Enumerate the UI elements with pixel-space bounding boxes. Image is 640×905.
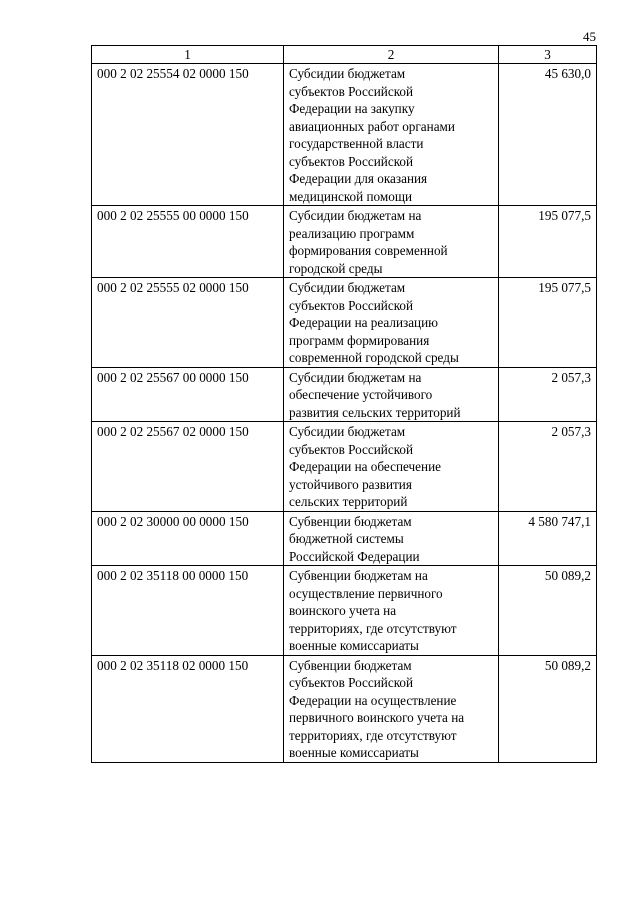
table-row bbox=[92, 367, 597, 422]
column-header-amount: 3 bbox=[499, 46, 597, 64]
column-header-code: 1 bbox=[92, 46, 284, 64]
amount-value: 45 630,0 bbox=[499, 64, 597, 206]
classification-code: 000 2 02 25555 02 0000 150 bbox=[92, 278, 284, 368]
table-row bbox=[92, 422, 597, 512]
classification-code: 000 2 02 25554 02 0000 150 bbox=[92, 64, 284, 206]
table-header-row bbox=[92, 46, 597, 64]
table-row bbox=[92, 566, 597, 656]
budget-revenue-table bbox=[91, 45, 597, 763]
amount-value: 50 089,2 bbox=[499, 566, 597, 656]
revenue-description: Субвенции бюджетам бюджетной системы Российской Федерации bbox=[284, 511, 499, 566]
table-row bbox=[92, 64, 597, 206]
classification-code: 000 2 02 35118 02 0000 150 bbox=[92, 655, 284, 762]
revenue-description: Субсидии бюджетам на обеспечение устойчивого развития сельских территорий bbox=[284, 367, 499, 422]
column-header-description: 2 bbox=[284, 46, 499, 64]
revenue-description: Субсидии бюджетам субъектов Российской Федерации на реализацию программ формирования современной городской среды bbox=[284, 278, 499, 368]
page-number: 45 bbox=[583, 29, 596, 44]
classification-code: 000 2 02 25555 00 0000 150 bbox=[92, 206, 284, 278]
classification-code: 000 2 02 25567 00 0000 150 bbox=[92, 367, 284, 422]
classification-code: 000 2 02 25567 02 0000 150 bbox=[92, 422, 284, 512]
revenue-description: Субвенции бюджетам на осуществление первичного воинского учета на территориях, где отсутствуют военные комиссариаты bbox=[284, 566, 499, 656]
amount-value: 4 580 747,1 bbox=[499, 511, 597, 566]
revenue-description: Субвенции бюджетам субъектов Российской Федерации на осуществление первичного воинского учета на территориях, где отсутствуют военные комиссариаты bbox=[284, 655, 499, 762]
amount-value: 50 089,2 bbox=[499, 655, 597, 762]
revenue-description: Субсидии бюджетам на реализацию программ формирования современной городской среды bbox=[284, 206, 499, 278]
classification-code: 000 2 02 30000 00 0000 150 bbox=[92, 511, 284, 566]
amount-value: 2 057,3 bbox=[499, 367, 597, 422]
table-row bbox=[92, 206, 597, 278]
amount-value: 2 057,3 bbox=[499, 422, 597, 512]
revenue-description: Субсидии бюджетам субъектов Российской Федерации на закупку авиационных работ органами государственной власти субъектов Российской Федерации для оказания медицинской помощи bbox=[284, 64, 499, 206]
revenue-description: Субсидии бюджетам субъектов Российской Федерации на обеспечение устойчивого развития сельских территорий bbox=[284, 422, 499, 512]
table-row bbox=[92, 511, 597, 566]
classification-code: 000 2 02 35118 00 0000 150 bbox=[92, 566, 284, 656]
table-row bbox=[92, 278, 597, 368]
amount-value: 195 077,5 bbox=[499, 206, 597, 278]
table-row bbox=[92, 655, 597, 762]
amount-value: 195 077,5 bbox=[499, 278, 597, 368]
